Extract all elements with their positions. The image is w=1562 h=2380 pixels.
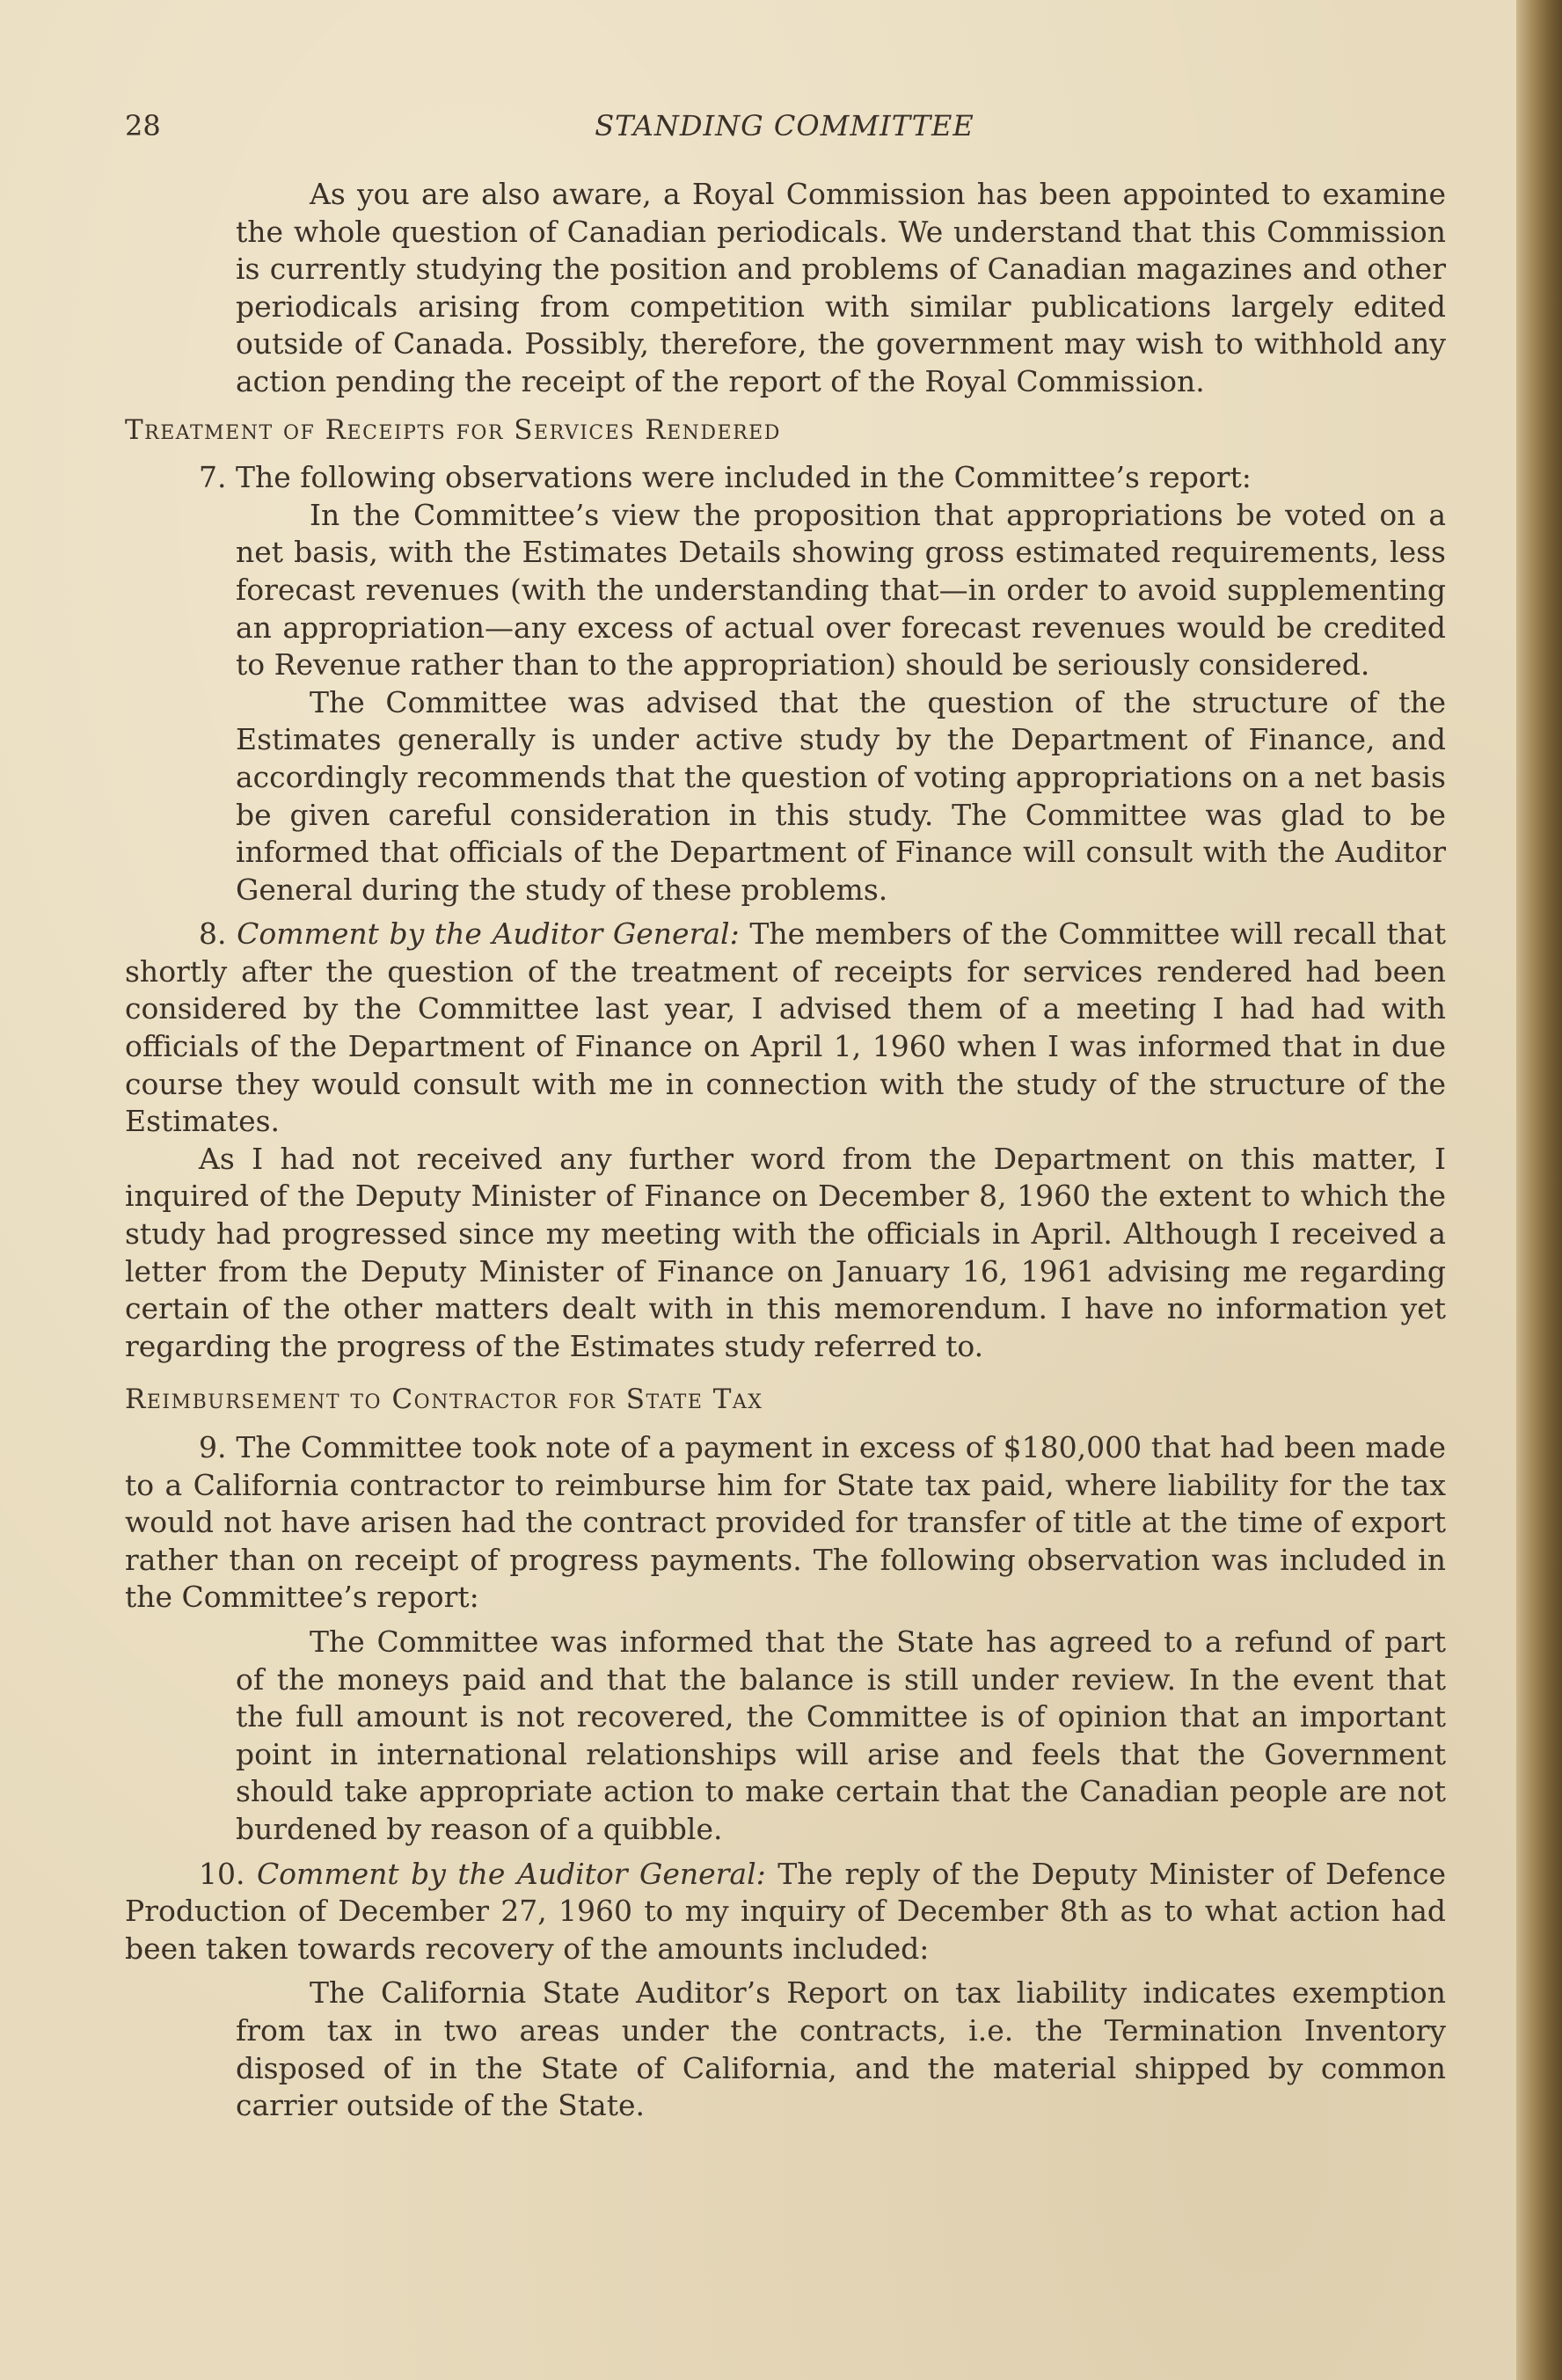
paragraph-8-number: 8.	[199, 916, 237, 952]
page-number: 28	[125, 109, 161, 142]
running-head: STANDING COMMITTEE	[595, 109, 974, 142]
paragraph-7: 7. The following observations were included in the Committee’s report:	[199, 460, 1252, 495]
paragraph-10-text: The reply of the Deputy Minister of Defence Production of December 27, 1960 to my inquiry of December 8th as to what action had been taken towards recovery of the amounts included:	[125, 1856, 1446, 1966]
document-body	[125, 176, 1446, 2125]
paragraph-8-label: Comment by the Auditor General:	[237, 916, 740, 952]
paragraph-10-number: 10.	[199, 1856, 257, 1891]
quote-7b: The Committee was advised that the question of the structure of the Estimates generally is under active study by the Department of Finance, and accordingly recommends that the question of voting appropriations on a net basis be given careful consideration in this study. The Committee was glad to be informed that officials of the Department of Finance will consult with the Auditor General during the study of these problems.	[236, 684, 1446, 907]
paragraph-10	[125, 1856, 1446, 1968]
quote-10: The California State Auditor’s Report on tax liability indicates exemption from tax in two areas under the contracts, i.e. the Termination Inventory disposed of in the State of California, and the material shipped by common carrier outside of the State.	[236, 1975, 1446, 2123]
paragraph-8b: As I had not received any further word from the Department on this matter, I inquired of the Deputy Minister of Finance on December 8, 1960 the extent to which the study had progressed since my meeting with the officials in April. Although I received a letter from the Deputy Minister of Finance on January 16, 1961 advising me regarding certain of the other matters dealt with in this memorendum. I have no information yet regarding the progress of the Estimates study referred to.	[125, 1141, 1446, 1363]
paragraph-8-text: The members of the Committee will recall that shortly after the question of the treatment of receipts for services rendered had been considered by the Committee last year, I advised them of a meeting I had had with officials of the Department of Finance on April 1, 1960 when I was informed that in due course they would consult with me in connection with the study of the structure of the Estimates.	[125, 916, 1446, 1139]
quote-7a: In the Committee’s view the proposition that appropriations be voted on a net basis, with the Estimates Details showing gross estimated requirements, less forecast revenues (with the understanding that—in order to avoid supplementing an appropriation—any excess of actual over forecast revenues would be credited to Revenue rather than to the appropriation) should be seriously considered.	[236, 497, 1446, 683]
paragraph-9: 9. The Committee took note of a payment in excess of $180,000 that had been made to a California contractor to reimburse him for State tax paid, where liability for the tax would not have arisen had the contract provided for transfer of title at the time of export rather than on receipt of progress payments. The following observation was included in the Committee’s report:	[125, 1430, 1446, 1615]
intro-paragraph: As you are also aware, a Royal Commission has been appointed to examine the whole question of Canadian periodicals. We understand that this Commission is currently studying the position and problems of Canadian magazines and other periodicals arising from competition with similar publications largely edited outside of Canada. Possibly, therefore, the government may wish to withhold any action pending the receipt of the report of the Royal Commission.	[236, 177, 1446, 398]
paragraph-8	[125, 916, 1446, 1141]
section-heading-reimbursement: Reimbursement to Contractor for State Tax	[125, 1383, 763, 1416]
page-binding-edge	[1516, 0, 1562, 2380]
paragraph-10-label: Comment by the Auditor General:	[256, 1856, 766, 1891]
quote-9: The Committee was informed that the State has agreed to a refund of part of the moneys paid and that the balance is still under review. In the event that the full amount is not recovered, the Committee is of opinion that an important point in international relationships will arise and feels that the Government should take appropriate action to make certain that the Canadian people are not burdened by reason of a quibble.	[236, 1624, 1446, 1846]
section-heading-receipts: Treatment of Receipts for Services Rendered	[125, 413, 781, 446]
page-header	[125, 104, 1444, 148]
